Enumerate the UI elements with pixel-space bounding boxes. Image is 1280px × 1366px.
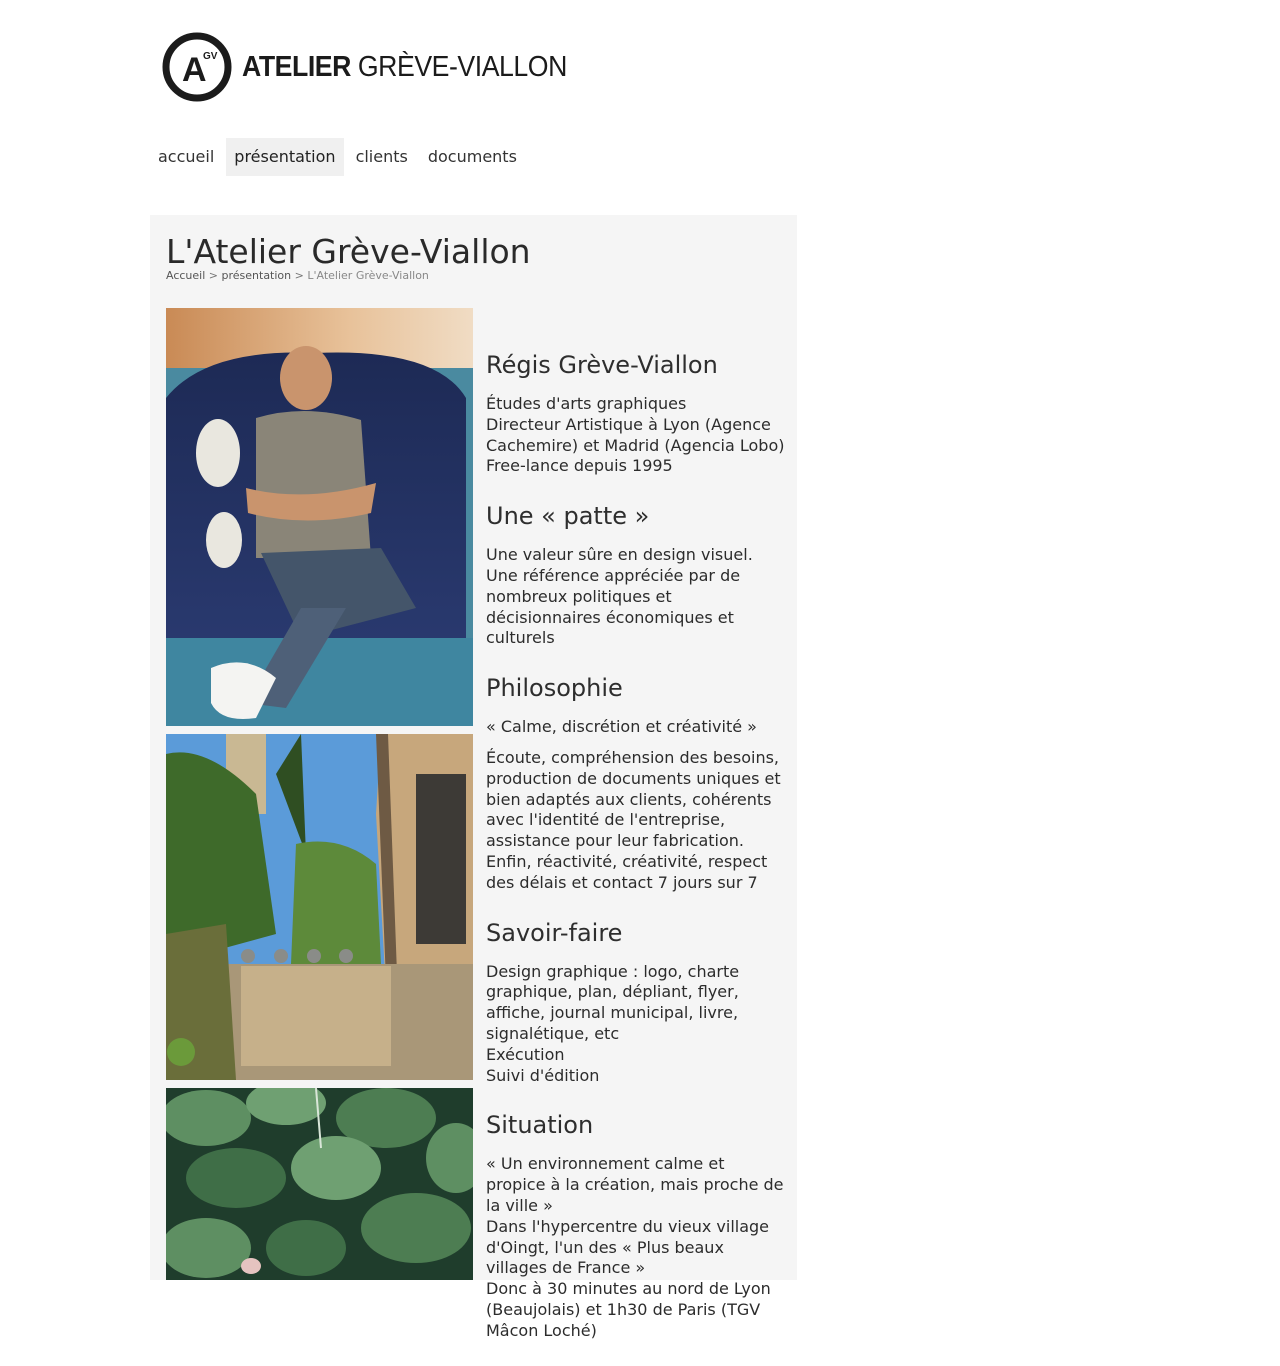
logo-text-light: GRÈVE-VIALLON xyxy=(357,50,567,83)
section-philosophie xyxy=(486,673,786,893)
section-bio xyxy=(486,350,786,477)
logo-mark-icon xyxy=(162,32,232,102)
section-text xyxy=(486,717,786,738)
presentation-text xyxy=(486,350,786,1366)
section-text-content: Une valeur sûre en design visuel. Une référence appréciée par de nombreux politiques et décisionnaires économiques et culturels xyxy=(486,545,753,648)
breadcrumb-separator: > xyxy=(205,269,222,282)
nav-item-clients[interactable]: clients xyxy=(355,147,408,166)
nav-item-documents[interactable]: documents xyxy=(427,147,517,166)
section-text-content: « Un environnement calme et propice à la création, mais proche de la ville » Dans l'hypercentre du vieux village d'Oingt, l'un des « Plus beaux villages de France » Donc à 30 minutes au nord de Lyon (Beaujolais) et 1h30 de Paris (TGV Mâcon Loché) xyxy=(486,1154,784,1340)
section-savoir-faire xyxy=(486,918,786,1087)
section-title: Situation xyxy=(486,1111,594,1140)
section-text xyxy=(486,962,786,1087)
foliage-photo xyxy=(166,1088,473,1280)
section-text-content: « Calme, discrétion et créativité » xyxy=(486,717,757,737)
stone-house-photo xyxy=(166,734,473,1080)
section-title: Régis Grève-Viallon xyxy=(486,351,718,379)
page-title: L'Atelier Grève-Viallon xyxy=(166,232,531,271)
breadcrumb-home[interactable]: Accueil xyxy=(166,269,206,282)
section-title: Philosophie xyxy=(486,674,623,703)
breadcrumb xyxy=(166,269,429,282)
section-title: Savoir-faire xyxy=(486,918,623,947)
section-title: Une « patte » xyxy=(486,502,650,531)
section-text-content: Écoute, compréhension des besoins, production de documents uniques et bien adaptés aux clients, cohérents avec l'identité de l'entreprise, assistance pour leur fabrication. Enfin, réactivité, créativité, respect des délais et contact 7 jours sur 7 xyxy=(486,747,781,892)
section-text xyxy=(486,1154,786,1341)
portrait-photo xyxy=(166,308,473,726)
nav-item-presentation[interactable]: présentation xyxy=(226,138,343,176)
breadcrumb-separator: > xyxy=(291,269,308,282)
section-text xyxy=(486,394,786,477)
section-situation xyxy=(486,1110,786,1341)
section-text-content: Design graphique : logo, charte graphique, plan, dépliant, flyer, affiche, journal municipal, livre, signalétique, etc Exécution Suivi d'édition xyxy=(486,961,740,1085)
section-text-content: Études d'arts graphiques Directeur Artistique à Lyon (Agence Cachemire) et Madrid (Agencia Lobo) Free-lance depuis 1995 xyxy=(486,394,785,476)
section-text xyxy=(486,748,786,894)
main-nav xyxy=(150,138,525,176)
site-logo[interactable] xyxy=(162,29,595,105)
logo-text-bold: ATELIER xyxy=(242,50,351,83)
section-patte xyxy=(486,501,786,649)
nav-item-accueil[interactable]: accueil xyxy=(158,147,215,166)
logo-mark-letter: A xyxy=(182,51,207,89)
content-panel xyxy=(150,215,797,1340)
breadcrumb-current: L'Atelier Grève-Viallon xyxy=(307,269,429,282)
breadcrumb-parent[interactable]: présentation xyxy=(221,269,292,282)
section-text xyxy=(486,545,786,649)
logo-wordmark xyxy=(242,51,567,84)
logo-mark-sup: GV xyxy=(203,51,218,62)
